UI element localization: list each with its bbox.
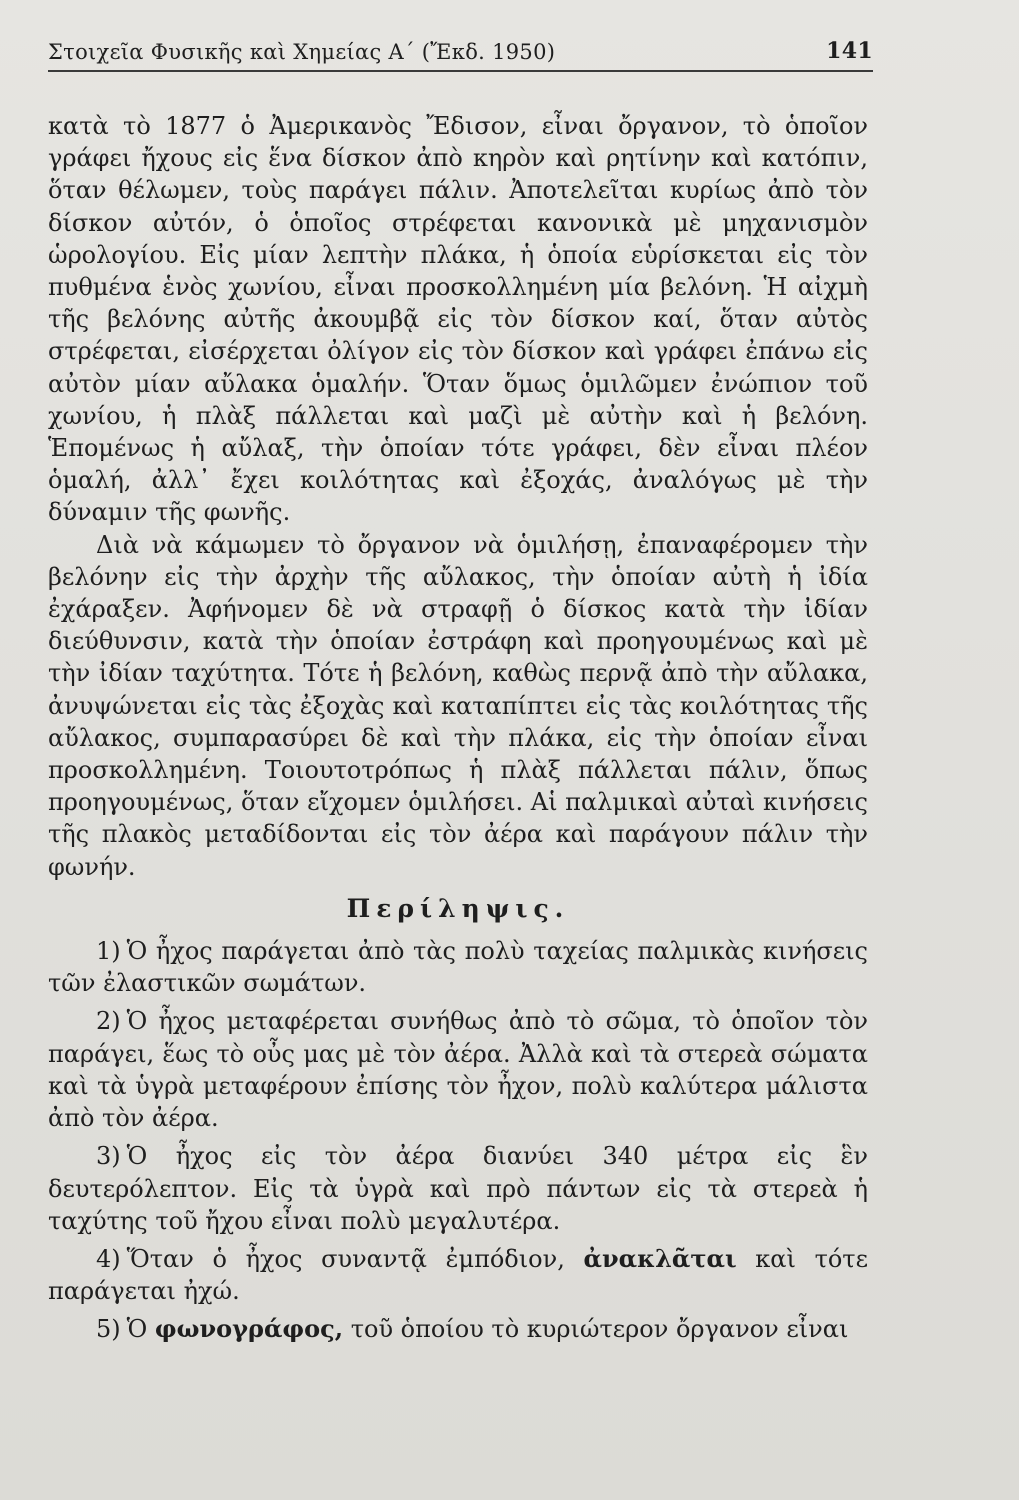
summary-item-number: 3) (96, 1142, 121, 1171)
summary-item-number: 5) (96, 1315, 121, 1344)
running-header (48, 38, 873, 72)
summary-item-keyword: ἀνακλᾶται (583, 1243, 737, 1273)
summary-item-number: 2) (96, 1007, 121, 1036)
summary-item-1 (48, 935, 868, 999)
summary-item-text: Ὁ ἦχος παράγεται ἀπὸ τὰς πολὺ ταχείας παλμικὰς κινήσεις τῶν ἐλαστικῶν σωμάτων. (48, 937, 868, 998)
summary-item-text-end: τοῦ ὁποίου τὸ κυριώτερον ὄργανον εἶναι (343, 1315, 849, 1344)
header-gap (48, 72, 873, 110)
summary-item-text: Ὁ ἦχος εἰς τὸν ἀέρα διανύει 340 μέτρα εἰς ἓν δευτερόλεπτον. Εἰς τὰ ὑγρὰ καὶ πρὸ πάντων εἰς τὰ στερεὰ ἡ ταχύτης τοῦ ἤχου εἶναι πολὺ μεγαλυτέρα. (48, 1142, 868, 1235)
main-text (48, 110, 868, 1346)
summary-item-number: 1) (96, 937, 121, 966)
summary-item-2 (48, 1005, 868, 1134)
paragraph-phonograph-playback: Διὰ νὰ κάμωμεν τὸ ὄργανον νὰ ὁμιλήσῃ, ἐπαναφέρομεν τὴν βελόνην εἰς τὴν ἀρχὴν τῆς αὔλακος, τὴν ὁποίαν αὐτὴ ἡ ἰδία ἐχάραξεν. Ἀφήνομεν δὲ νὰ στραφῇ ὁ δίσκος κατὰ τὴν ἰδίαν διεύθυνσιν, κατὰ τὴν ὁποίαν ἐστράφη καὶ προηγουμένως καὶ μὲ τὴν ἰδίαν ταχύτητα. Τότε ἡ βελόνη, καθὼς περνᾷ ἀπὸ τὴν αὔλακα, ἀνυψώνεται εἰς τὰς ἐξοχὰς καὶ καταπίπτει εἰς τὰς κοιλότητας τῆς αὔλακος, συμπαρασύρει δὲ καὶ τὴν πλάκα, εἰς τὴν ὁποίαν εἶναι προσκολλημένη. Τοιουτοτρόπως ἡ πλὰξ πάλλεται πάλιν, ὅπως προηγουμένως, ὅταν εἴχομεν ὁμιλήσει. Αἱ παλμικαὶ αὐταὶ κινήσεις τῆς πλακὸς μεταδίδονται εἰς τὸν ἀέρα καὶ παράγουν πάλιν τὴν φωνήν. (48, 530, 868, 881)
summary-item-5 (48, 1313, 868, 1345)
summary-item-text-end: καὶ τότε παράγεται ἠχώ. (48, 1244, 869, 1306)
summary-item-text: Ὁ ἦχος μεταφέρεται συνήθως ἀπὸ τὸ σῶμα, τὸ ὁποῖον τὸν παράγει, ἕως τὸ οὖς μας μὲ τὸν ἀέρα. Ἀλλὰ καὶ τὰ στερεὰ σώματα καὶ τὰ ὑγρὰ μεταφέρουν ἐπίσης τὸν ἦχον, πολὺ καλύτερα μάλιστα ἀπὸ τὸν ἀέρα. (48, 1007, 868, 1133)
running-title: Στοιχεῖα Φυσικῆς καὶ Χημείας Α΄ (Ἔκδ. 1950) (48, 40, 556, 64)
summary-item-number: 4) (96, 1244, 121, 1273)
summary-item-4 (48, 1243, 868, 1307)
paragraph-phonograph-description: κατὰ τὸ 1877 ὁ Ἀμερικανὸς Ἔδισον, εἶναι ὄργανον, τὸ ὁποῖον γράφει ἤχους εἰς ἕνα δίσκον ἀπὸ κηρὸν καὶ ρητίνην καὶ κατόπιν, ὅταν θέλωμεν, τοὺς παράγει πάλιν. Ἀποτελεῖται κυρίως ἀπὸ τὸν δίσκον αὐτόν, ὁ ὁποῖος στρέφεται κανονικὰ μὲ μηχανισμὸν ὡρολογίου. Εἰς μίαν λεπτὴν πλάκα, ἡ ὁποία εὑρίσκεται εἰς τὸν πυθμένα ἑνὸς χωνίου, εἶναι προσκολλημένη μία βελόνη. Ἡ αἰχμὴ τῆς βελόνης αὐτῆς ἀκουμβᾷ εἰς τὸν δίσκον καί, ὅταν αὐτὸς στρέφεται, εἰσέρχεται ὀλίγον εἰς τὸν δίσκον καὶ γράφει ἐπάνω εἰς αὐτὸν μίαν αὔλακα ὁμαλήν. Ὅταν ὅμως ὁμιλῶμεν ἐνώπιον τοῦ χωνίου, ἡ πλὰξ πάλλεται καὶ μαζὶ μὲ αὐτὴν καὶ ἡ βελόνη. Ἑπομένως ἡ αὔλαξ, τὴν ὁποίαν τότε γράφει, δὲν εἶναι πλέον ὁμαλή, ἀλλ᾽ ἔχει κοιλότητας καὶ ἐξοχάς, ἀναλόγως μὲ τὴν δύναμιν τῆς φωνῆς. (48, 112, 868, 527)
summary-item-text-start: Ὅταν ὁ ἦχος συναντᾷ ἐμπόδιον, (126, 1244, 584, 1273)
summary-item-3 (48, 1140, 868, 1237)
summary-item-keyword: φωνογράφος, (154, 1314, 344, 1344)
summary-item-text-start: Ὁ (126, 1315, 155, 1344)
summary-heading: Περίληψις. (346, 893, 570, 923)
page-number: 141 (826, 38, 873, 64)
